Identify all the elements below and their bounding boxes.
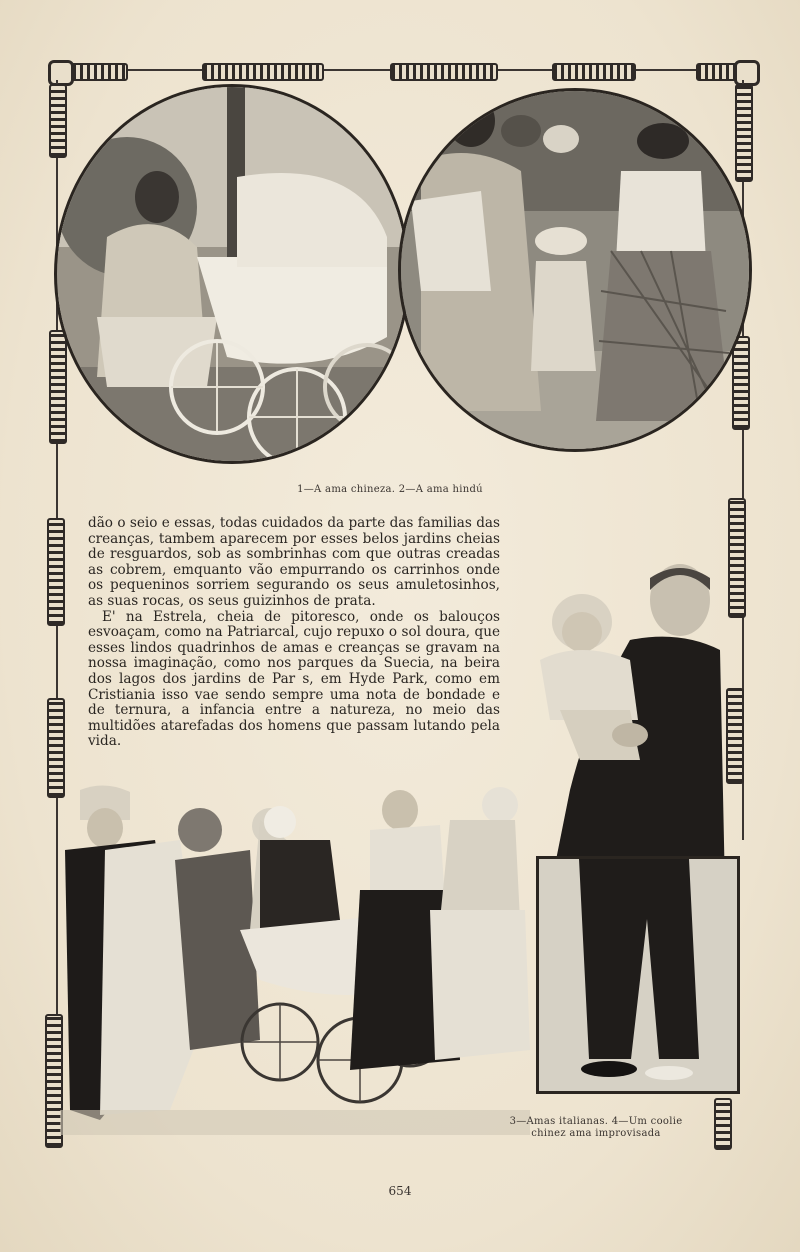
frame-ornament [47,518,65,626]
frame-corner [734,60,760,86]
frame-ornament [714,1098,732,1150]
caption-line: 3—Amas italianas. 4—Um coolie [509,1116,683,1127]
frame-ornament [728,498,746,618]
frame-ornament [732,336,750,430]
article-paragraph: E' na Estrela, cheia de pitoresco, onde os balouços esvoaçam, como na Patriarcal, cujo repuxo o sol doura, que esses lindos quadrinhos de amas e creanças se gravam na nossa imaginação, como nos parques da Suecia, na beira dos lagos dos jardins de Par s, em Hyde Park, como em Cristiania isso vae sendo sempre uma nota de bondade e de ternura, a infancia entre a natureza, no meio das multidões atarefadas dos homens que passam lutando pela vida. [88,608,500,750]
page-number: 654 [388,1184,412,1198]
photo-hindu-nurse [398,88,752,452]
frame-ornament [735,84,753,182]
frame-ornament [49,330,67,444]
photo-italian-nurses [60,780,530,1135]
photo-caption-bottom [496,1116,696,1140]
caption-line: chinez ama improvisada [531,1128,661,1139]
article-paragraph: dão o seio e essas, todas cuidados da parte das familias das creanças, tambem aparecem por esses belos jardins cheias de resguardos, sob as sombrinhas com que outras creadas as cobrem, emquanto vão empurrando os carrinhos onde os pequeninos sorriem segurando os seus amuletosinhos, as suas rocas, os seus guizinhos de prata. [88,515,500,609]
photo-chinese-nurse [54,84,410,464]
frame-corner [48,60,74,86]
photo-coolie-figure [520,560,730,890]
frame-ornament [202,63,324,81]
frame-ornament [49,84,67,158]
frame-ornament [552,63,636,81]
article-body [88,516,500,750]
photo-coolie-frame [536,856,740,1094]
photo-caption-top: 1—A ama chineza. 2—A ama hindú [297,484,483,495]
frame-ornament [390,63,498,81]
